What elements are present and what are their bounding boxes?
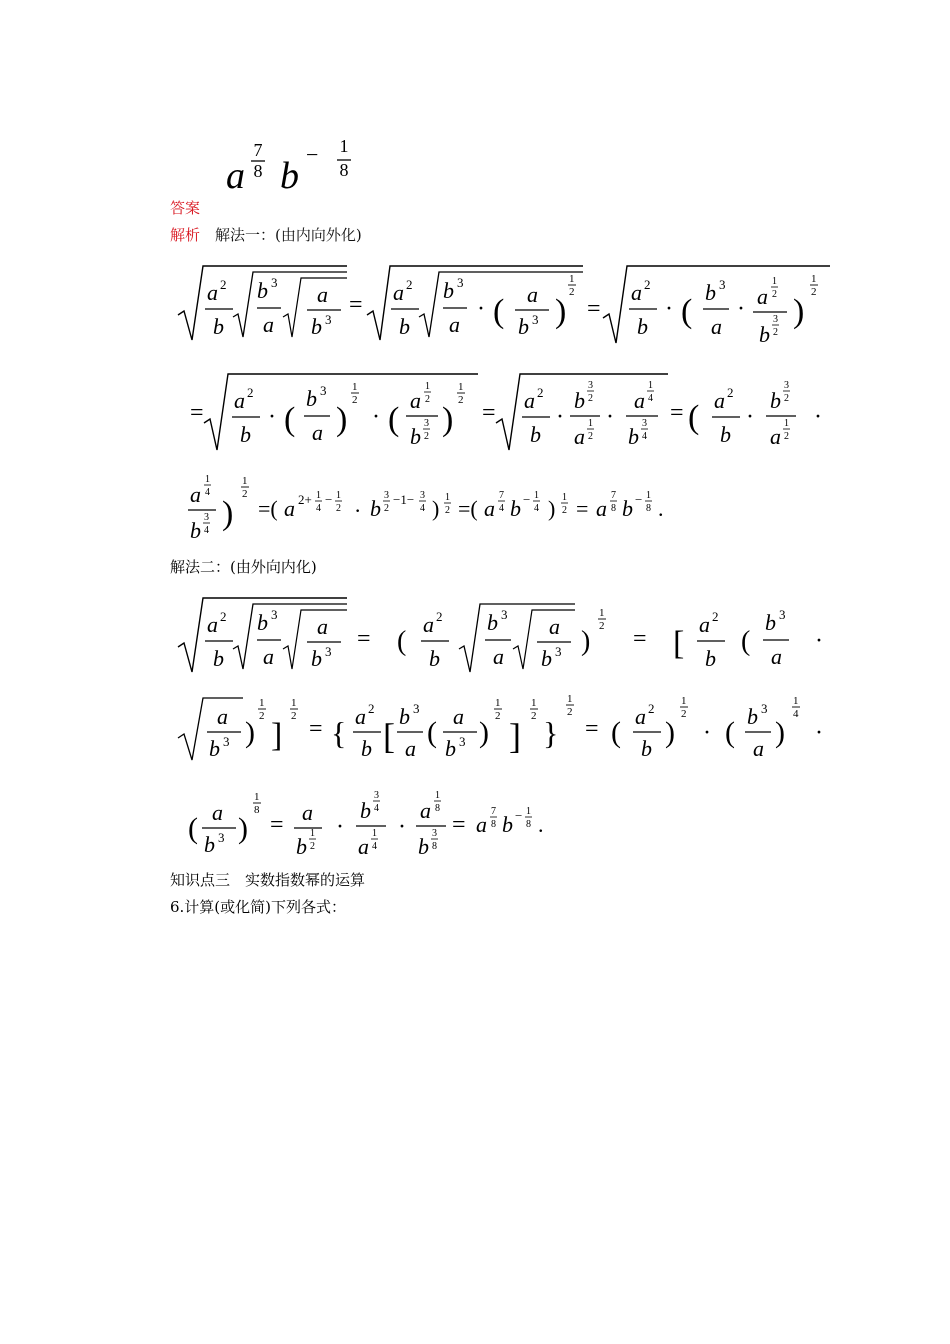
svg-text:1: 1 — [435, 790, 440, 801]
svg-text:b: b — [360, 798, 371, 823]
svg-text:1: 1 — [205, 474, 210, 485]
svg-text:b: b — [541, 646, 552, 671]
svg-text:b: b — [510, 496, 521, 521]
svg-text:1: 1 — [291, 697, 297, 709]
svg-text:2+: 2+ — [298, 492, 312, 507]
svg-text:1: 1 — [310, 828, 315, 839]
svg-text:a: a — [317, 282, 328, 307]
svg-text:2: 2 — [352, 394, 358, 406]
svg-text:2: 2 — [562, 505, 567, 516]
svg-text:2: 2 — [406, 277, 413, 292]
svg-text:a: a — [420, 798, 431, 823]
svg-text:2: 2 — [727, 385, 734, 400]
svg-text:a: a — [358, 834, 369, 859]
svg-text:·: · — [703, 720, 711, 746]
svg-text:b: b — [306, 386, 317, 411]
svg-text:8: 8 — [526, 819, 531, 830]
svg-text:): ) — [793, 293, 805, 330]
svg-text:1: 1 — [567, 693, 573, 705]
svg-text:(: ( — [681, 293, 693, 330]
svg-text:2: 2 — [424, 431, 429, 442]
svg-text:2: 2 — [569, 286, 575, 298]
svg-text:−1−: −1− — [393, 492, 415, 507]
svg-text:2: 2 — [384, 503, 389, 514]
svg-text:a: a — [212, 800, 223, 825]
svg-text:1: 1 — [254, 791, 260, 803]
svg-text:7: 7 — [499, 490, 504, 501]
svg-text:b: b — [637, 314, 648, 339]
svg-text:=: = — [670, 400, 684, 426]
svg-text:b: b — [399, 314, 410, 339]
svg-text:a: a — [234, 388, 245, 413]
svg-text:8: 8 — [646, 503, 651, 514]
svg-text:b: b — [429, 646, 440, 671]
svg-text:a: a — [770, 424, 781, 449]
svg-text:=: = — [309, 716, 323, 742]
svg-text:a: a — [405, 736, 416, 761]
svg-text:1: 1 — [588, 418, 593, 429]
svg-text:a: a — [263, 644, 274, 669]
svg-text:a: a — [263, 312, 274, 337]
svg-text:a: a — [493, 644, 504, 669]
svg-text:(: ( — [427, 716, 437, 749]
svg-text:7: 7 — [611, 490, 616, 501]
svg-text:2: 2 — [537, 385, 544, 400]
svg-text:3: 3 — [325, 644, 332, 659]
svg-text:1: 1 — [562, 492, 567, 503]
svg-text:b: b — [296, 834, 307, 859]
svg-text:3: 3 — [588, 380, 593, 391]
svg-text:b: b — [628, 424, 639, 449]
method1-line1 — [175, 260, 835, 350]
svg-text:1: 1 — [646, 490, 651, 501]
svg-text:b: b — [443, 278, 454, 303]
svg-text:a: a — [771, 644, 782, 669]
svg-text:3: 3 — [501, 607, 508, 622]
svg-text:b: b — [705, 280, 716, 305]
svg-text:2: 2 — [811, 286, 817, 298]
svg-text:8: 8 — [432, 841, 437, 852]
answer-base-b: b — [280, 155, 299, 197]
svg-text:·: · — [665, 296, 673, 322]
svg-text:a: a — [302, 800, 313, 825]
svg-text:8: 8 — [611, 503, 616, 514]
svg-text:b: b — [747, 704, 758, 729]
svg-text:b: b — [361, 736, 372, 761]
svg-text:a: a — [207, 612, 218, 637]
question-text: 6.计算(或化简)下列各式： — [170, 898, 347, 916]
svg-text:7: 7 — [491, 806, 496, 817]
svg-text:(: ( — [725, 716, 735, 749]
svg-text:2: 2 — [784, 431, 789, 442]
svg-text:b: b — [190, 518, 201, 543]
svg-text:3: 3 — [457, 275, 464, 290]
svg-text:·: · — [815, 720, 823, 746]
svg-text:4: 4 — [793, 708, 799, 720]
svg-text:b: b — [418, 834, 429, 859]
svg-text:3: 3 — [459, 734, 466, 749]
svg-text:a: a — [635, 704, 646, 729]
svg-text:·: · — [815, 628, 823, 654]
svg-text:2: 2 — [648, 701, 655, 716]
answer-exp-a-den: 8 — [253, 161, 263, 181]
svg-text:2: 2 — [588, 393, 593, 404]
svg-text:b: b — [770, 388, 781, 413]
svg-text:2: 2 — [772, 289, 777, 300]
svg-text:=: = — [190, 400, 204, 426]
svg-text:a: a — [453, 704, 464, 729]
svg-text:a: a — [355, 704, 366, 729]
svg-text:·: · — [737, 296, 745, 322]
svg-text:·: · — [746, 404, 754, 430]
method1-label: 解法一：(由内向外化) — [215, 226, 362, 244]
svg-text:4: 4 — [205, 487, 210, 498]
svg-text:·: · — [268, 404, 276, 430]
svg-text:b: b — [213, 314, 224, 339]
svg-text:): ) — [442, 401, 454, 438]
svg-text:2: 2 — [259, 710, 265, 722]
svg-text:1: 1 — [526, 806, 531, 817]
svg-text:2: 2 — [425, 394, 430, 405]
svg-text:b: b — [641, 736, 652, 761]
svg-text:3: 3 — [325, 312, 332, 327]
svg-text:3: 3 — [424, 418, 429, 429]
svg-text:b: b — [759, 322, 770, 347]
svg-text:3: 3 — [374, 790, 379, 801]
svg-text:=(: =( — [258, 496, 278, 521]
svg-text:·: · — [354, 498, 362, 523]
svg-text:−: − — [523, 492, 531, 507]
svg-text:b: b — [370, 496, 381, 521]
svg-text:−: − — [515, 808, 523, 823]
svg-text:b: b — [530, 422, 541, 447]
method2-line2 — [175, 686, 835, 766]
svg-text:a: a — [217, 704, 228, 729]
analysis-line — [170, 226, 362, 244]
svg-text:b: b — [502, 812, 513, 837]
svg-text:b: b — [720, 422, 731, 447]
svg-text:1: 1 — [352, 381, 358, 393]
method1-line3 — [186, 468, 806, 548]
svg-text:a: a — [312, 420, 323, 445]
svg-text:2: 2 — [220, 609, 227, 624]
svg-text:8: 8 — [491, 819, 496, 830]
svg-text:b: b — [574, 388, 585, 413]
answer-exp-b-num: 1 — [339, 136, 349, 156]
svg-text:b: b — [487, 610, 498, 635]
svg-text:3: 3 — [413, 701, 420, 716]
svg-text:3: 3 — [779, 607, 786, 622]
svg-text:=: = — [482, 400, 496, 426]
svg-text:3: 3 — [223, 734, 230, 749]
svg-text:2: 2 — [784, 393, 789, 404]
svg-text:b: b — [257, 610, 268, 635]
answer-exp-a-num: 7 — [253, 140, 263, 160]
svg-text:2: 2 — [445, 505, 450, 516]
svg-text:b: b — [311, 314, 322, 339]
svg-text:=: = — [270, 812, 284, 838]
svg-text:3: 3 — [420, 490, 425, 501]
svg-text:·: · — [477, 296, 485, 322]
svg-text:a: a — [207, 280, 218, 305]
svg-text:3: 3 — [532, 312, 539, 327]
svg-text:2: 2 — [531, 710, 537, 722]
svg-text:a: a — [317, 614, 328, 639]
svg-text:2: 2 — [220, 277, 227, 292]
svg-text:a: a — [753, 736, 764, 761]
svg-text:a: a — [423, 612, 434, 637]
svg-text:1: 1 — [793, 695, 799, 707]
svg-text:2: 2 — [773, 327, 778, 338]
svg-text:1: 1 — [316, 490, 321, 501]
svg-text:b: b — [445, 736, 456, 761]
svg-text:.: . — [658, 496, 664, 521]
svg-text:4: 4 — [534, 503, 539, 514]
svg-text:{: { — [331, 715, 347, 751]
svg-text:a: a — [757, 284, 768, 309]
svg-text:1: 1 — [772, 276, 777, 287]
svg-text:b: b — [240, 422, 251, 447]
svg-text:4: 4 — [420, 503, 425, 514]
svg-text:4: 4 — [204, 525, 209, 536]
svg-text:1: 1 — [681, 695, 687, 707]
svg-text:a: a — [284, 496, 295, 521]
svg-text:1: 1 — [531, 697, 537, 709]
svg-text:1: 1 — [242, 475, 248, 487]
svg-text:1: 1 — [495, 697, 501, 709]
svg-text:b: b — [209, 736, 220, 761]
svg-text:2: 2 — [588, 431, 593, 442]
svg-text:·: · — [606, 404, 614, 430]
svg-text:=: = — [357, 626, 371, 652]
analysis-label: 解析 — [170, 226, 201, 244]
svg-text:2: 2 — [436, 609, 443, 624]
svg-text:[: [ — [673, 625, 685, 662]
svg-text:b: b — [257, 278, 268, 303]
svg-text:4: 4 — [316, 503, 321, 514]
svg-text:2: 2 — [681, 708, 687, 720]
section-heading: 知识点三 实数指数幂的运算 — [170, 871, 366, 889]
svg-text:=: = — [576, 496, 589, 521]
svg-text:a: a — [484, 496, 495, 521]
method2-line1 — [175, 592, 835, 682]
svg-text:3: 3 — [555, 644, 562, 659]
svg-text:2: 2 — [599, 620, 605, 632]
answer-exp-b-den: 8 — [339, 160, 349, 180]
svg-text:2: 2 — [567, 706, 573, 718]
svg-text:2: 2 — [368, 701, 375, 716]
svg-text:(: ( — [611, 716, 621, 749]
svg-text:−: − — [325, 492, 333, 507]
svg-text:a: a — [393, 280, 404, 305]
svg-text:1: 1 — [425, 381, 430, 392]
svg-text:): ) — [432, 496, 440, 521]
svg-text:a: a — [699, 612, 710, 637]
svg-text:a: a — [549, 614, 560, 639]
svg-text:=: = — [349, 292, 363, 318]
svg-text:1: 1 — [458, 381, 464, 393]
svg-text:a: a — [449, 312, 460, 337]
svg-text:=(: =( — [458, 496, 478, 521]
svg-text:1: 1 — [372, 828, 377, 839]
svg-text:4: 4 — [648, 393, 653, 404]
svg-text:4: 4 — [374, 803, 379, 814]
svg-text:1: 1 — [259, 697, 265, 709]
svg-text:2: 2 — [644, 277, 651, 292]
svg-text:a: a — [634, 388, 645, 413]
svg-text:b: b — [765, 610, 776, 635]
svg-text:=: = — [633, 626, 647, 652]
svg-text:3: 3 — [784, 380, 789, 391]
svg-text:·: · — [814, 404, 822, 430]
svg-text:): ) — [245, 716, 255, 749]
svg-text:(: ( — [188, 812, 198, 845]
svg-text:·: · — [336, 814, 344, 840]
svg-text:2: 2 — [310, 841, 315, 852]
method1-line2 — [188, 368, 838, 458]
method2-line3 — [186, 782, 606, 862]
svg-text:b: b — [399, 704, 410, 729]
svg-text:(: ( — [741, 626, 751, 657]
svg-text:=: = — [585, 716, 599, 742]
answer-exp-b-sign: − — [306, 142, 319, 167]
svg-text:(: ( — [284, 401, 296, 438]
svg-text:1: 1 — [599, 607, 605, 619]
svg-text:): ) — [238, 812, 248, 845]
svg-text:a: a — [476, 812, 487, 837]
svg-text:1: 1 — [445, 492, 450, 503]
answer-base-a: a — [226, 155, 245, 197]
method2-label: 解法二：(由外向内化) — [170, 558, 317, 576]
svg-text:3: 3 — [773, 314, 778, 325]
svg-text:=: = — [587, 296, 601, 322]
svg-text:1: 1 — [811, 273, 817, 285]
svg-text:(: ( — [388, 401, 400, 438]
svg-text:b: b — [622, 496, 633, 521]
svg-text:2: 2 — [291, 710, 297, 722]
svg-text:−: − — [635, 492, 643, 507]
svg-text:[: [ — [383, 716, 395, 756]
svg-text:}: } — [543, 715, 559, 751]
svg-text:1: 1 — [648, 380, 653, 391]
svg-text:3: 3 — [761, 701, 768, 716]
svg-text:(: ( — [493, 293, 505, 330]
svg-text:3: 3 — [642, 418, 647, 429]
svg-text:): ) — [548, 496, 556, 521]
svg-text:b: b — [213, 646, 224, 671]
answer-expression — [222, 132, 372, 197]
svg-text:·: · — [372, 404, 380, 430]
svg-text:a: a — [524, 388, 535, 413]
svg-text:3: 3 — [719, 277, 726, 292]
svg-text:.: . — [538, 812, 544, 837]
svg-text:8: 8 — [435, 803, 440, 814]
svg-text:3: 3 — [432, 828, 437, 839]
svg-text:2: 2 — [712, 609, 719, 624]
svg-text:a: a — [714, 388, 725, 413]
svg-text:4: 4 — [372, 841, 377, 852]
svg-text:2: 2 — [336, 503, 341, 514]
svg-text:3: 3 — [218, 830, 225, 845]
svg-text:1: 1 — [784, 418, 789, 429]
svg-text:1: 1 — [534, 490, 539, 501]
svg-text:b: b — [705, 646, 716, 671]
svg-text:]: ] — [509, 716, 521, 756]
svg-text:2: 2 — [247, 385, 254, 400]
svg-text:a: a — [631, 280, 642, 305]
svg-text:2: 2 — [495, 710, 501, 722]
svg-text:2: 2 — [458, 394, 464, 406]
svg-text:a: a — [527, 282, 538, 307]
svg-text:3: 3 — [271, 275, 278, 290]
svg-text:3: 3 — [384, 490, 389, 501]
svg-text:2: 2 — [242, 488, 248, 500]
svg-text:a: a — [410, 388, 421, 413]
svg-text:3: 3 — [320, 383, 327, 398]
svg-text:a: a — [711, 314, 722, 339]
svg-text:·: · — [556, 404, 564, 430]
svg-text:·: · — [398, 814, 406, 840]
svg-text:b: b — [410, 424, 421, 449]
svg-text:4: 4 — [499, 503, 504, 514]
svg-text:(: ( — [688, 399, 700, 436]
svg-text:b: b — [204, 832, 215, 857]
svg-text:4: 4 — [642, 431, 647, 442]
svg-text:): ) — [581, 626, 591, 657]
svg-text:): ) — [222, 495, 234, 532]
svg-text:): ) — [479, 716, 489, 749]
svg-text:3: 3 — [204, 512, 209, 523]
svg-text:): ) — [775, 716, 785, 749]
svg-text:]: ] — [271, 717, 283, 754]
svg-text:a: a — [596, 496, 607, 521]
svg-text:=: = — [452, 812, 466, 838]
svg-text:b: b — [518, 314, 529, 339]
svg-text:): ) — [665, 716, 675, 749]
svg-text:(: ( — [397, 626, 407, 657]
svg-text:): ) — [336, 401, 348, 438]
svg-text:3: 3 — [271, 607, 278, 622]
answer-label: 答案 — [170, 199, 201, 217]
svg-text:a: a — [190, 482, 201, 507]
svg-text:1: 1 — [336, 490, 341, 501]
svg-text:1: 1 — [569, 273, 575, 285]
svg-text:8: 8 — [254, 804, 260, 816]
svg-text:b: b — [311, 646, 322, 671]
svg-text:a: a — [574, 424, 585, 449]
svg-text:): ) — [555, 293, 567, 330]
